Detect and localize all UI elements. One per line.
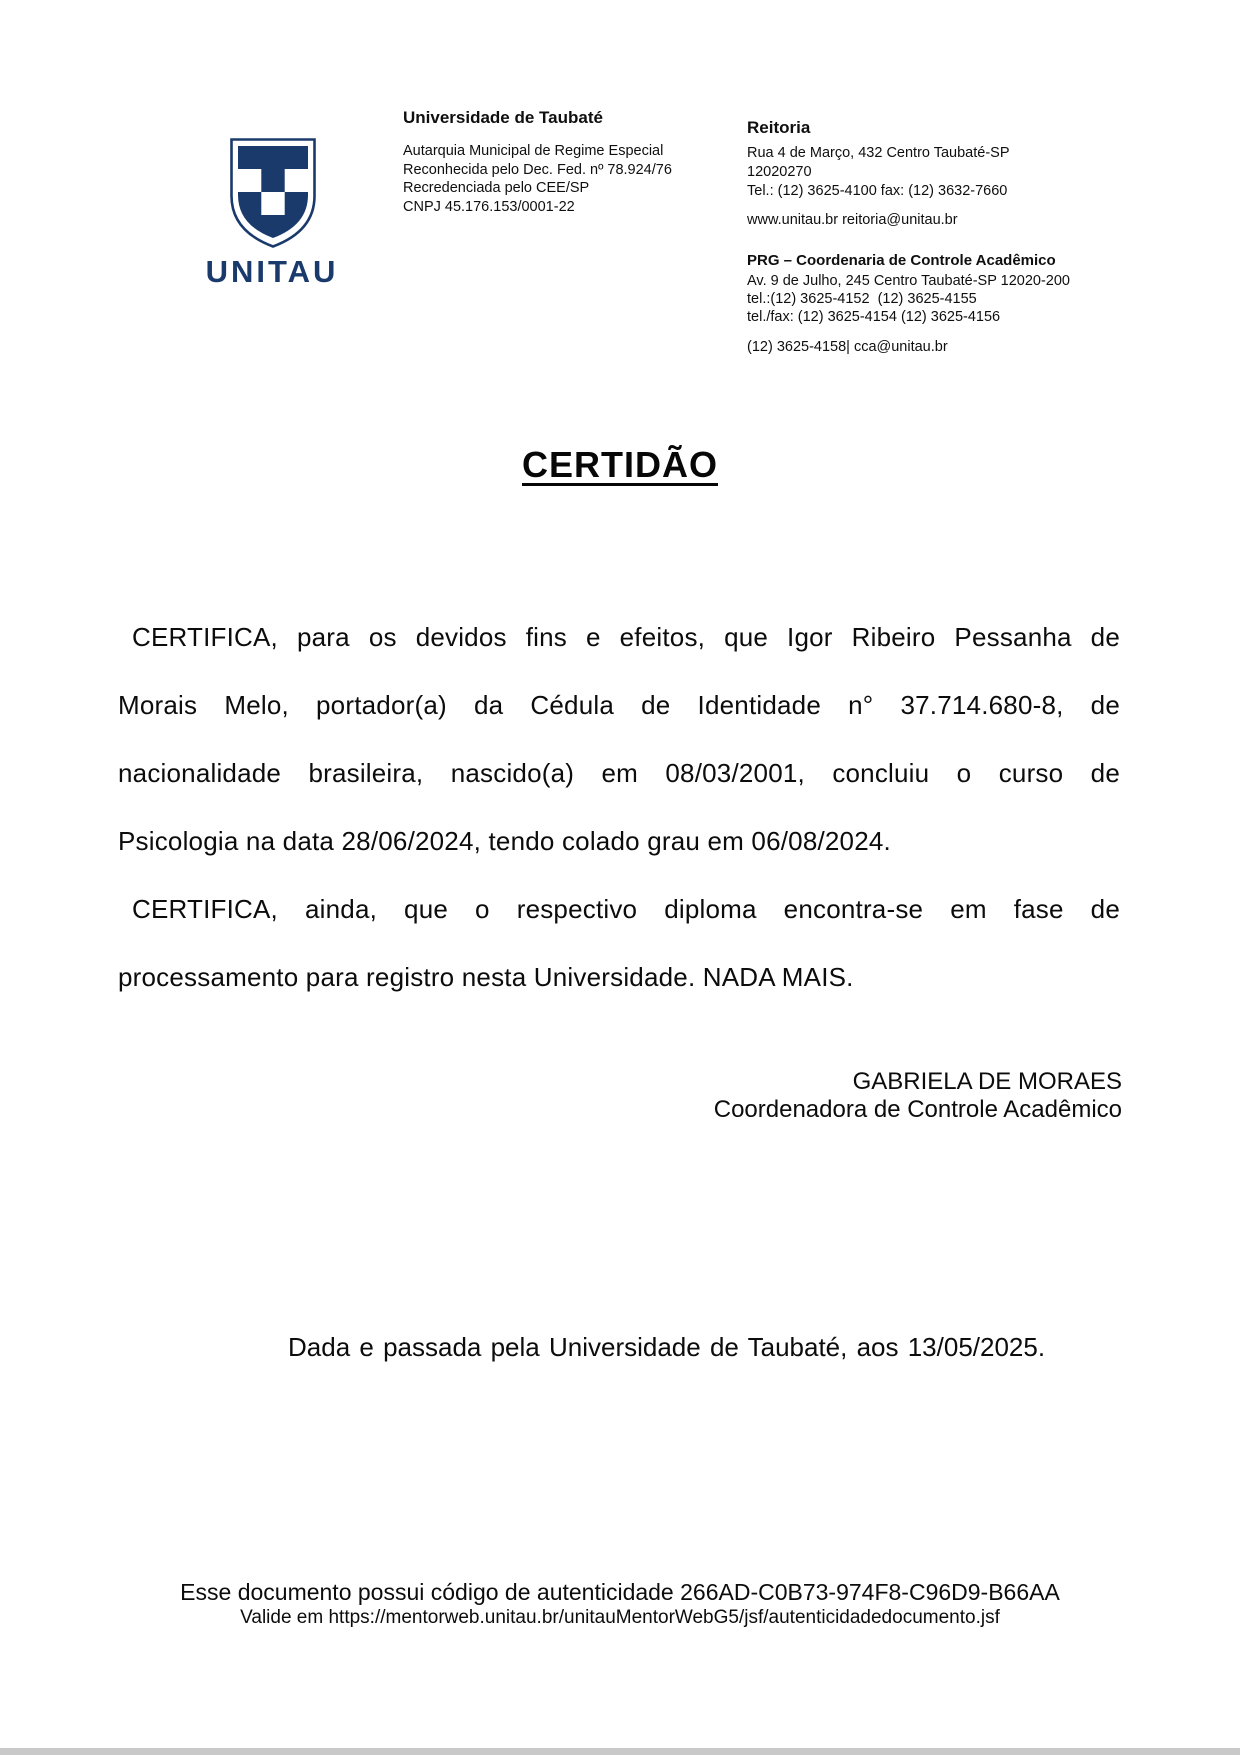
- reitoria-block: [747, 118, 1167, 230]
- reitoria-web-line: www.unitau.br reitoria@unitau.br: [747, 212, 958, 228]
- university-name: Universidade de Taubaté: [403, 108, 603, 127]
- body-line: CERTIFICA, ainda, que o respectivo diploma encontra-se em fase de: [132, 894, 1120, 924]
- scan-edge-artifact: [0, 1748, 1240, 1755]
- reitoria-line: Tel.: (12) 3625-4100 fax: (12) 3632-7660: [747, 183, 1008, 199]
- reitoria-title: Reitoria: [747, 118, 811, 137]
- body-line: Psicologia na data 28/06/2024, tendo colado grau em 06/08/2024.: [118, 826, 891, 856]
- prg-title: PRG – Coordenaria de Controle Acadêmico: [747, 252, 1056, 269]
- unitau-wordmark: UNITAU: [205, 254, 339, 289]
- unitau-shield-icon: [229, 137, 317, 249]
- body-line: CERTIFICA, para os devidos fins e efeitos, que Igor Ribeiro Pessanha de: [132, 622, 1120, 652]
- signatory-role: Coordenadora de Controle Acadêmico: [713, 1096, 1122, 1123]
- university-info-line: Reconhecida pelo Dec. Fed. nº 78.924/76: [403, 161, 672, 178]
- prg-contact-line: (12) 3625-4158| cca@unitau.br: [747, 339, 948, 355]
- reitoria-line: Rua 4 de Março, 432 Centro Taubaté-SP: [747, 145, 1010, 161]
- validation-url-line: Valide em https://mentorweb.unitau.br/unitauMentorWebG5/jsf/autenticidadedocumento.jsf: [240, 1607, 1000, 1628]
- university-info-line: Autarquia Municipal de Regime Especial: [403, 143, 664, 159]
- authenticity-footer: [0, 1578, 1240, 1630]
- prg-line: Av. 9 de Julho, 245 Centro Taubaté-SP 12020-200: [747, 273, 1071, 289]
- signature-block: [714, 1068, 1122, 1124]
- authenticity-code-line: Esse documento possui código de autenticidade 266AD-C0B73-974F8-C96D9-B66AA: [180, 1579, 1060, 1605]
- issue-date-line: Dada e passada pela Universidade de Taubaté, aos 13/05/2025.: [288, 1332, 1046, 1362]
- body-line: processamento para registro nesta Universidade. NADA MAIS.: [118, 962, 854, 992]
- signatory-name: GABRIELA DE MORAES: [852, 1068, 1122, 1095]
- prg-line: tel.:(12) 3625-4152 (12) 3625-4155: [747, 291, 977, 307]
- university-info-line: Recredenciada pelo CEE/SP: [403, 180, 590, 196]
- university-info-line: CNPJ 45.176.153/0001-22: [403, 198, 575, 215]
- prg-block: [747, 252, 1187, 356]
- prg-line: tel./fax: (12) 3625-4154 (12) 3625-4156: [747, 309, 1001, 325]
- body-line: Morais Melo, portador(a) da Cédula de Identidade n° 37.714.680-8, de: [118, 690, 1120, 720]
- reitoria-line: 12020270: [747, 164, 812, 180]
- document-title: CERTIDÃO: [522, 444, 718, 485]
- university-info-block: [403, 108, 703, 216]
- body-line: nacionalidade brasileira, nascido(a) em 08/03/2001, concluiu o curso de: [118, 758, 1120, 788]
- certificate-body: [118, 603, 1120, 1011]
